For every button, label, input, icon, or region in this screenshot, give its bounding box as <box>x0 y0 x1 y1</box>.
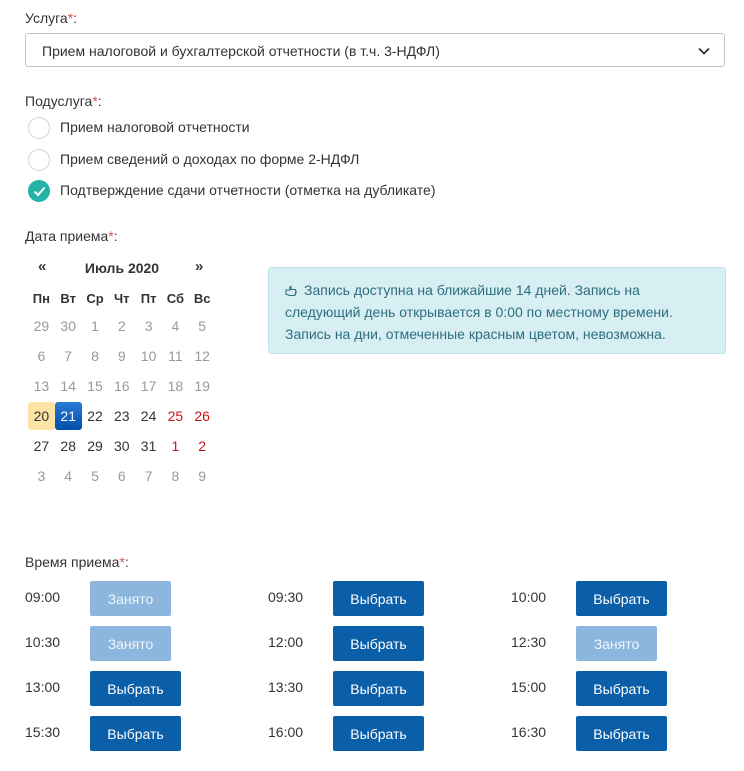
calendar-next-button[interactable]: » <box>195 258 204 275</box>
weekday: Сб <box>166 291 184 306</box>
weekday: Пт <box>140 291 157 306</box>
slot-select-button[interactable]: Выбрать <box>576 716 667 751</box>
calendar-day: 1 <box>91 318 99 334</box>
calendar-day: 11 <box>168 348 183 364</box>
calendar-day: 12 <box>194 348 210 364</box>
slot-select-button[interactable]: Выбрать <box>576 581 667 616</box>
calendar-day-unavailable: 26 <box>194 408 210 424</box>
radio-unchecked-icon[interactable] <box>28 149 50 171</box>
calendar-day: 3 <box>37 468 46 484</box>
slot-time: 10:30 <box>25 634 61 650</box>
calendar-day-selected[interactable]: 21 <box>55 402 82 430</box>
radio-unchecked-icon[interactable] <box>28 117 50 139</box>
calendar-day[interactable]: 30 <box>114 438 130 454</box>
calendar-day: 6 <box>117 468 126 484</box>
calendar-day[interactable]: 28 <box>60 438 76 454</box>
service-select[interactable] <box>25 33 725 67</box>
slot-select-button[interactable]: Выбрать <box>90 716 181 751</box>
slot-time: 09:00 <box>25 589 61 605</box>
slot-select-button[interactable]: Выбрать <box>333 671 424 706</box>
calendar-day: 13 <box>33 378 50 394</box>
required-mark: * <box>119 554 125 570</box>
slot-busy-button: Занято <box>90 626 171 661</box>
weekday: Вт <box>60 291 76 306</box>
weekday: Ср <box>86 291 104 306</box>
calendar-week <box>28 370 216 400</box>
calendar-day: 15 <box>87 378 103 394</box>
slot-time: 16:30 <box>511 724 547 740</box>
slot-busy-button: Занято <box>576 626 657 661</box>
chevron-down-icon <box>696 43 712 59</box>
service-select-value: Прием налоговой и бухгалтерской отчетности (в т.ч. 3-НДФЛ) <box>42 43 440 59</box>
label-colon: : <box>73 10 78 26</box>
calendar-day: 5 <box>91 468 99 484</box>
calendar-grid <box>28 288 216 490</box>
slot-select-button[interactable]: Выбрать <box>333 716 424 751</box>
calendar-day: 8 <box>171 468 180 484</box>
hand-pointer-icon <box>285 283 299 297</box>
calendar-day: 2 <box>117 318 126 334</box>
subservice-label-text: Подуслуга <box>25 93 93 109</box>
slot-select-button[interactable]: Выбрать <box>333 581 424 616</box>
slot-time: 12:30 <box>511 634 547 650</box>
calendar-week <box>28 310 216 340</box>
calendar-day: 5 <box>198 318 207 334</box>
slot-busy-button: Занято <box>90 581 171 616</box>
calendar-day: 17 <box>140 378 157 394</box>
calendar-day: 14 <box>60 378 76 394</box>
slot-time: 13:30 <box>268 679 304 695</box>
calendar-day: 7 <box>144 468 153 484</box>
calendar-day[interactable]: 29 <box>87 438 103 454</box>
slot-time: 15:30 <box>25 724 61 740</box>
calendar-week <box>28 460 216 490</box>
slot-select-button[interactable]: Выбрать <box>90 671 181 706</box>
calendar-day: 10 <box>140 348 157 364</box>
label-colon: : <box>124 554 129 570</box>
time-label <box>25 554 129 570</box>
service-label-text: Услуга <box>25 10 68 26</box>
calendar-weekdays <box>28 288 216 310</box>
calendar-day-unavailable: 2 <box>198 438 207 454</box>
slot-select-button[interactable]: Выбрать <box>333 626 424 661</box>
calendar-day[interactable]: 22 <box>87 408 103 424</box>
slot-time: 12:00 <box>268 634 304 650</box>
calendar-day: 29 <box>33 318 50 334</box>
radio-label: Прием налоговой отчетности <box>60 119 250 135</box>
slot-time: 15:00 <box>511 679 547 695</box>
calendar-day: 30 <box>60 318 76 334</box>
date-label <box>25 228 118 244</box>
calendar-day[interactable]: 31 <box>140 438 157 454</box>
calendar-day: 4 <box>64 468 73 484</box>
calendar-day: 3 <box>144 318 153 334</box>
calendar-day: 16 <box>114 378 130 394</box>
calendar-day-unavailable: 25 <box>167 408 184 424</box>
calendar-day: 7 <box>64 348 73 364</box>
calendar-week <box>28 430 216 460</box>
slot-select-button[interactable]: Выбрать <box>576 671 667 706</box>
calendar-day-unavailable: 1 <box>171 438 180 454</box>
slot-time: 16:00 <box>268 724 304 740</box>
calendar-week <box>28 400 216 430</box>
label-colon: : <box>113 228 118 244</box>
weekday: Пн <box>32 291 50 306</box>
info-alert <box>268 267 726 354</box>
required-mark: * <box>108 228 114 244</box>
calendar-day-today[interactable]: 20 <box>28 402 55 430</box>
calendar-day: 8 <box>91 348 99 364</box>
slot-time: 09:30 <box>268 589 304 605</box>
checkmark-icon <box>33 186 46 197</box>
slot-time: 10:00 <box>511 589 547 605</box>
label-colon: : <box>97 93 102 109</box>
required-mark: * <box>67 10 74 26</box>
calendar-day[interactable]: 24 <box>140 408 157 424</box>
calendar-day: 9 <box>198 468 207 484</box>
time-label-text: Время приема <box>25 554 120 570</box>
calendar-day: 4 <box>171 318 180 334</box>
calendar-day[interactable]: 27 <box>33 438 50 454</box>
info-text: Запись доступна на ближайшие 14 дней. Запись на следующий день открывается в 0:00 по местному времени. Запись на дни, отмеченные красным цветом, невозможна. <box>285 282 673 342</box>
radio-label: Прием сведений о доходах по форме 2-НДФЛ <box>60 151 360 167</box>
radio-label: Подтверждение сдачи отчетности (отметка на дубликате) <box>60 182 436 198</box>
weekday: Вс <box>193 291 211 306</box>
date-label-text: Дата приема <box>25 228 109 244</box>
weekday: Чт <box>114 291 130 306</box>
service-label <box>25 10 77 26</box>
slot-time: 13:00 <box>25 679 61 695</box>
required-mark: * <box>92 93 98 109</box>
subservice-label <box>25 93 102 109</box>
radio-checked-icon[interactable] <box>28 180 50 202</box>
calendar-week <box>28 340 216 370</box>
calendar-day[interactable]: 23 <box>114 408 130 424</box>
calendar-prev-button[interactable]: « <box>38 258 47 275</box>
calendar-day: 19 <box>194 378 210 394</box>
calendar-day: 18 <box>167 378 184 394</box>
calendar-day: 6 <box>37 348 46 364</box>
calendar-day: 9 <box>117 348 126 364</box>
calendar-month-title: Июль 2020 <box>84 260 160 276</box>
